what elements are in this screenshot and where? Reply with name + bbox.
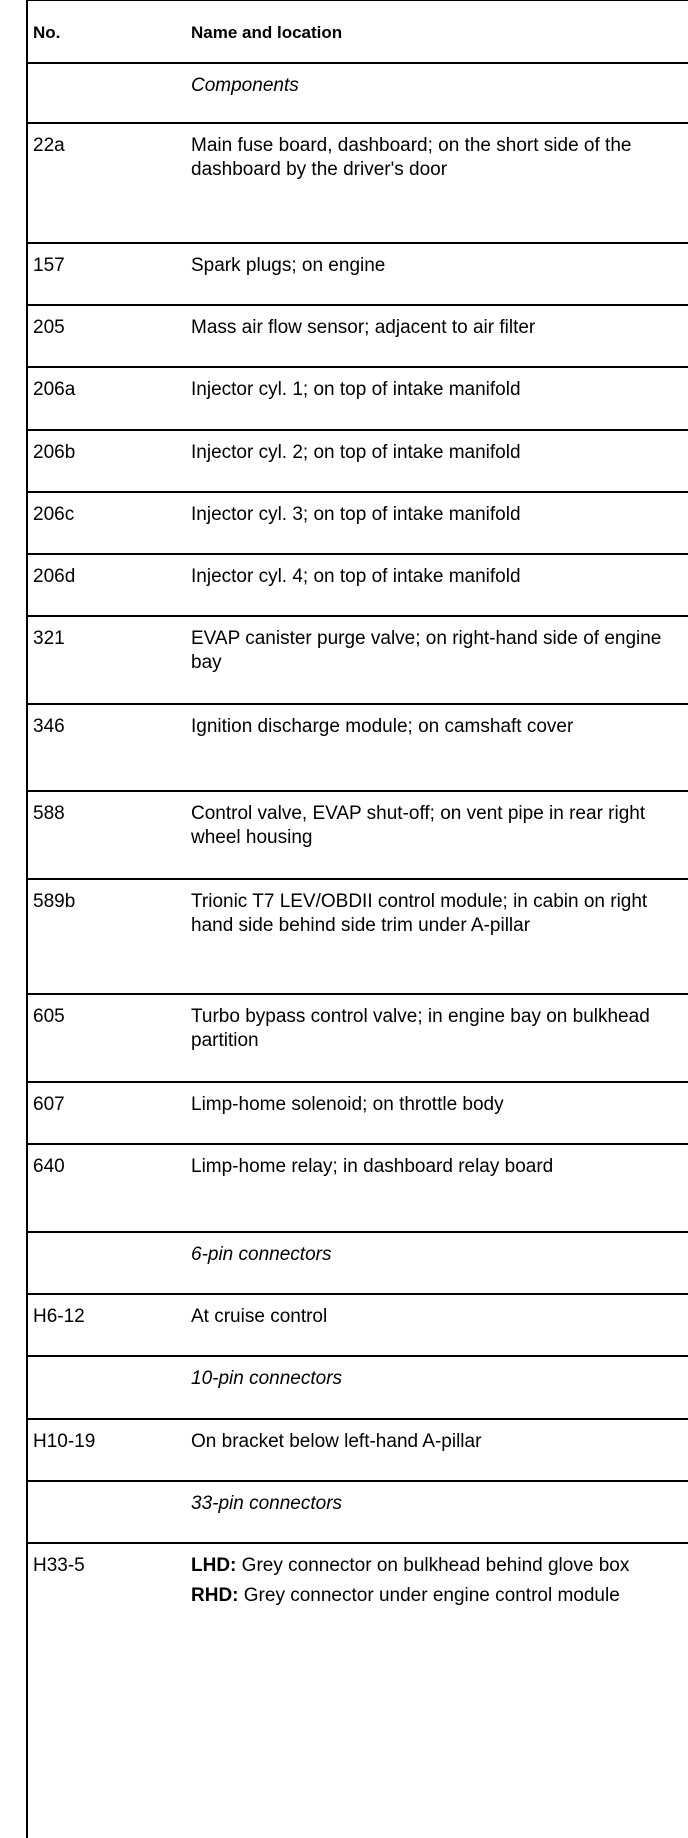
table-row <box>28 615 688 703</box>
column-header-no: No. <box>33 23 61 42</box>
section-title: 33-pin connectors <box>191 1493 343 1514</box>
lhd-note <box>191 1554 686 1578</box>
table-row <box>28 429 688 491</box>
table-row <box>28 1081 688 1143</box>
section-row-33-pin <box>28 1480 688 1542</box>
row-description <box>191 1554 686 1608</box>
table-row <box>28 993 688 1081</box>
row-number: 205 <box>33 317 65 338</box>
table-row <box>28 1293 688 1355</box>
rhd-label: RHD: <box>191 1585 239 1606</box>
row-description: On bracket below left-hand A-pillar <box>191 1431 482 1452</box>
row-number: 589b <box>33 891 76 912</box>
row-number: 206a <box>33 379 76 400</box>
rhd-text: Grey connector under engine control module <box>238 1585 620 1606</box>
row-number: H10-19 <box>33 1431 96 1452</box>
table-row <box>28 242 688 304</box>
row-description: Mass air flow sensor; adjacent to air filter <box>191 317 536 338</box>
row-description: Control valve, EVAP shut-off; on vent pipe in rear right wheel housing <box>191 803 646 848</box>
lhd-text: Grey connector on bulkhead behind glove box <box>236 1555 630 1576</box>
row-description: Injector cyl. 2; on top of intake manifold <box>191 442 521 463</box>
row-number: 206b <box>33 442 76 463</box>
row-description: Main fuse board, dashboard; on the short side of the dashboard by the driver's door <box>191 135 632 180</box>
section-row-6-pin <box>28 1231 688 1293</box>
column-header-name: Name and location <box>191 23 343 42</box>
row-description: Spark plugs; on engine <box>191 255 386 276</box>
table-row <box>28 1542 688 1838</box>
row-number: 22a <box>33 135 65 156</box>
row-number: 321 <box>33 628 65 649</box>
row-number: 346 <box>33 716 65 737</box>
table-row <box>28 366 688 429</box>
section-title: 6-pin connectors <box>191 1244 332 1265</box>
table-row <box>28 878 688 993</box>
row-description: Trionic T7 LEV/OBDII control module; in cabin on right hand side behind side trim under A-pillar <box>191 891 648 936</box>
section-row-10-pin <box>28 1355 688 1418</box>
section-title: 10-pin connectors <box>191 1368 343 1389</box>
table-row <box>28 553 688 615</box>
table-row <box>28 1418 688 1480</box>
table-header <box>28 0 688 63</box>
row-description: Injector cyl. 4; on top of intake manifold <box>191 566 521 587</box>
row-number: 206d <box>33 566 76 587</box>
section-title: Components <box>191 75 299 96</box>
table-row <box>28 1143 688 1231</box>
row-number: 605 <box>33 1006 65 1027</box>
component-table <box>26 0 688 1838</box>
row-number: H6-12 <box>33 1306 85 1327</box>
row-description: Limp-home relay; in dashboard relay board <box>191 1156 554 1177</box>
row-number: H33-5 <box>33 1555 85 1576</box>
row-number: 607 <box>33 1094 65 1115</box>
table-row <box>28 304 688 366</box>
row-number: 206c <box>33 504 75 525</box>
table-row <box>28 491 688 553</box>
section-row-components <box>28 62 688 122</box>
table-row <box>28 122 688 242</box>
row-description: Ignition discharge module; on camshaft cover <box>191 716 574 737</box>
row-description: Turbo bypass control valve; in engine bay on bulkhead partition <box>191 1006 650 1051</box>
row-number: 157 <box>33 255 65 276</box>
row-description: Injector cyl. 1; on top of intake manifold <box>191 379 521 400</box>
table-row <box>28 703 688 790</box>
lhd-label: LHD: <box>191 1555 237 1576</box>
row-number: 588 <box>33 803 65 824</box>
row-description: At cruise control <box>191 1306 328 1327</box>
rhd-note <box>191 1584 686 1608</box>
row-description: EVAP canister purge valve; on right-hand side of engine bay <box>191 628 662 673</box>
row-number: 640 <box>33 1156 65 1177</box>
table-row <box>28 790 688 878</box>
row-description: Injector cyl. 3; on top of intake manifold <box>191 504 521 525</box>
row-description: Limp-home solenoid; on throttle body <box>191 1094 504 1115</box>
